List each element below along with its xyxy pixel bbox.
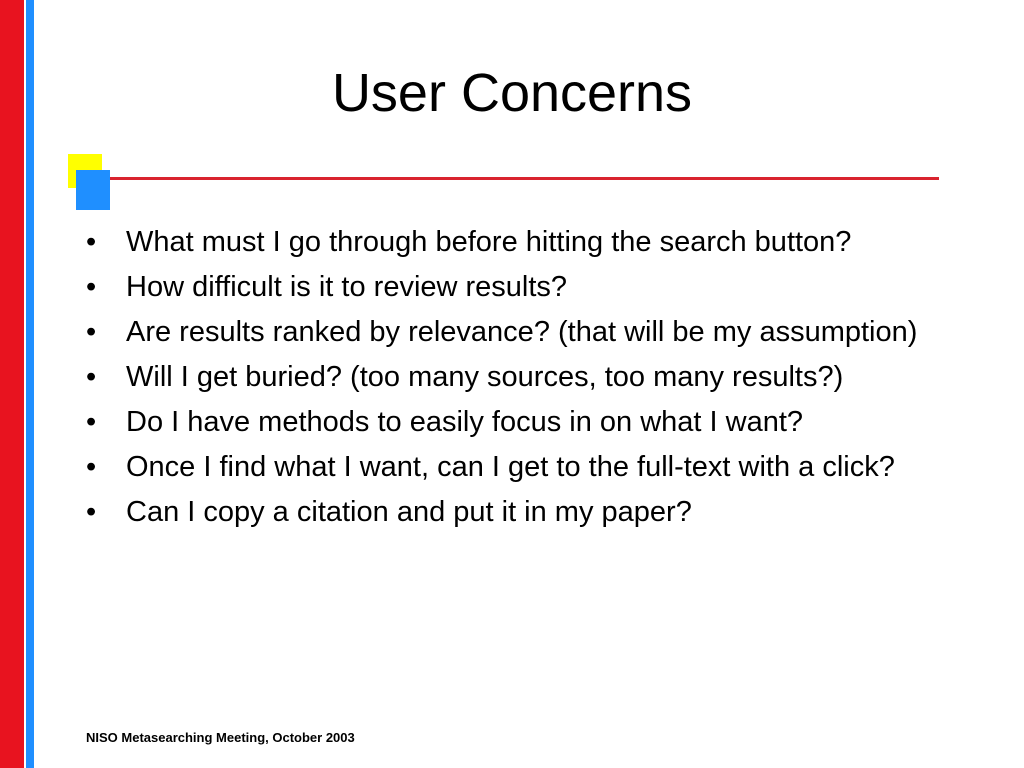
bullet-item [86, 359, 1006, 395]
bullet-item [86, 404, 1006, 440]
bullet-list [86, 224, 1006, 539]
bullet-dot-icon: • [86, 316, 97, 348]
bullet-item [86, 224, 1006, 260]
bullet-text: Once I find what I want, can I get to the full-text with a click? [126, 451, 895, 483]
bullet-item [86, 449, 1006, 485]
bullet-dot-icon: • [86, 406, 97, 438]
blue-square-decoration [76, 170, 110, 210]
slide-footer: NISO Metasearching Meeting, October 2003 [86, 730, 355, 745]
bullet-text: What must I go through before hitting the search button? [126, 226, 852, 258]
bullet-text: Do I have methods to easily focus in on what I want? [126, 406, 804, 438]
bullet-item [86, 314, 1006, 350]
bullet-text: Can I copy a citation and put it in my paper? [126, 496, 692, 528]
title-underline-rule [110, 177, 939, 180]
bullet-item [86, 269, 1006, 305]
bullet-text: How difficult is it to review results? [126, 271, 568, 303]
bullet-text: Will I get buried? (too many sources, too many results?) [126, 361, 844, 393]
bullet-dot-icon: • [86, 226, 97, 258]
bullet-dot-icon: • [86, 271, 97, 303]
bullet-item [86, 494, 1006, 530]
bullet-dot-icon: • [86, 496, 97, 528]
slide-title: User Concerns [331, 63, 693, 123]
bullet-dot-icon: • [86, 451, 97, 483]
bullet-text: Are results ranked by relevance? (that will be my assumption) [126, 316, 918, 348]
bullet-dot-icon: • [86, 361, 97, 393]
